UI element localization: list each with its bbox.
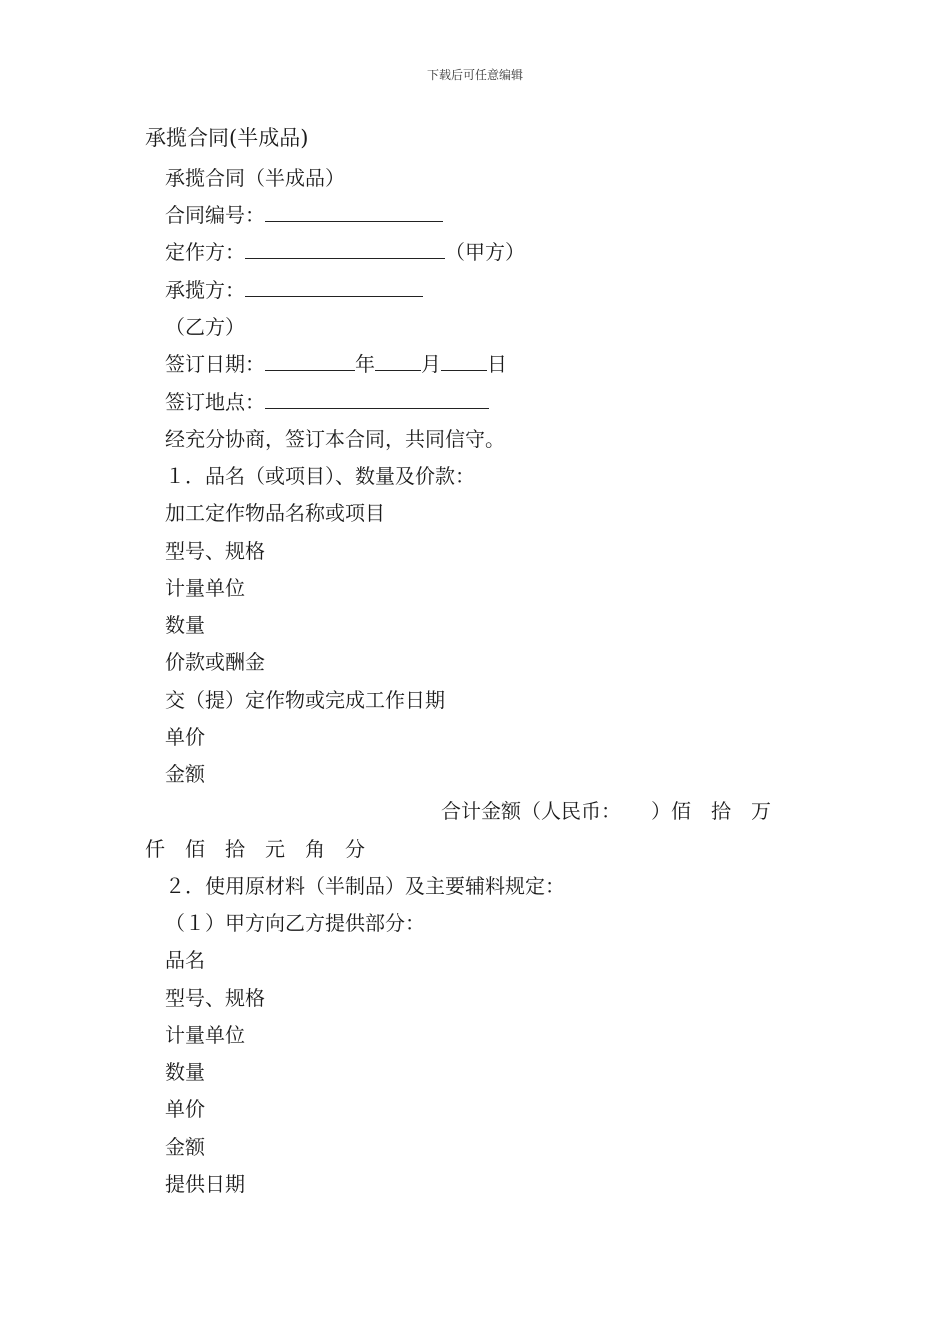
- day-label: 日: [487, 352, 507, 376]
- contract-number-label: 合同编号：: [165, 203, 265, 227]
- signing-place-row: [165, 386, 489, 415]
- contract-number-blank: [265, 203, 443, 222]
- material-spec-label: 型号、规格: [165, 986, 265, 1010]
- contract-number-row: [165, 199, 443, 228]
- party-b-label: 承揽方：: [165, 278, 245, 302]
- signing-place-label: 签订地点：: [165, 390, 265, 414]
- model-spec-label: 型号、规格: [165, 539, 265, 563]
- party-a-row: [165, 236, 525, 265]
- section-2-heading: ２．使用原材料（半制品）及主要辅料规定：: [165, 874, 565, 898]
- quantity-label: 数量: [165, 613, 205, 637]
- year-label: 年: [355, 352, 375, 376]
- agreement-statement: 经充分协商，签订本合同，共同信守。: [165, 427, 505, 451]
- year-blank: [265, 352, 355, 371]
- price-label: 价款或酬金: [165, 650, 265, 674]
- party-b-suffix: （乙方）: [165, 315, 245, 339]
- item-name-label: 加工定作物品名称或项目: [165, 501, 385, 525]
- total-amount-continued: 仟 佰 拾 元 角 分: [145, 837, 365, 861]
- section-2-sub-1: （１）甲方向乙方提供部分：: [165, 911, 425, 935]
- signing-place-blank: [265, 390, 489, 409]
- unit-price-label: 单价: [165, 725, 205, 749]
- contract-heading: 承揽合同（半成品）: [165, 166, 345, 190]
- material-amount-label: 金额: [165, 1135, 205, 1159]
- unit-label: 计量单位: [165, 576, 245, 600]
- signing-date-label: 签订日期：: [165, 352, 265, 376]
- material-quantity-label: 数量: [165, 1060, 205, 1084]
- month-label: 月: [421, 352, 441, 376]
- party-b-row: [165, 274, 423, 303]
- material-unit-price-label: 单价: [165, 1097, 205, 1121]
- section-1-heading: １．品名（或项目）、数量及价款：: [165, 464, 475, 488]
- material-unit-label: 计量单位: [165, 1023, 245, 1047]
- party-a-blank: [245, 240, 445, 259]
- page-header-note: 下载后可任意编辑: [426, 68, 523, 82]
- day-blank: [441, 352, 487, 371]
- delivery-date-label: 交（提）定作物或完成工作日期: [165, 688, 445, 712]
- material-name-label: 品名: [165, 948, 205, 972]
- party-a-suffix: （甲方）: [445, 240, 525, 264]
- supply-date-label: 提供日期: [165, 1172, 245, 1196]
- party-b-blank: [245, 278, 423, 297]
- party-a-label: 定作方：: [165, 240, 245, 264]
- total-amount-line: 合计金额（人民币： ）佰 拾 万: [441, 799, 771, 823]
- document-title: 承揽合同(半成品): [145, 126, 309, 150]
- amount-label: 金额: [165, 762, 205, 786]
- month-blank: [375, 352, 421, 371]
- signing-date-row: [165, 348, 507, 377]
